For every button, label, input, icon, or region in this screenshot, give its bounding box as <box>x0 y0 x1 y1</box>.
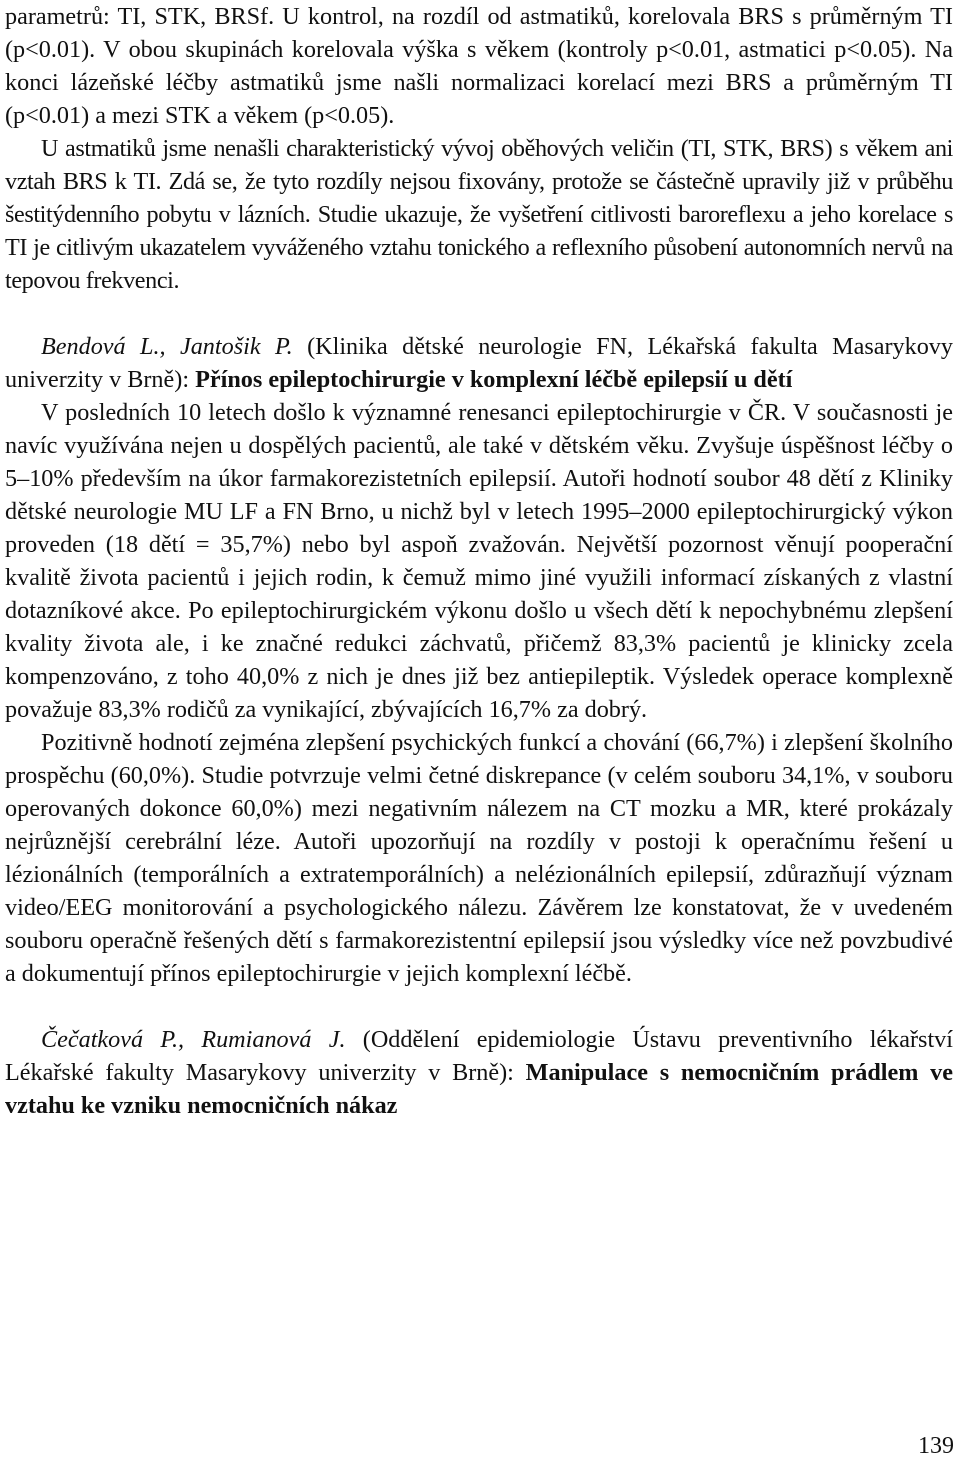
abstract-2-title: Manipulace s nemocničním prádlem ve vztahu ke vzniku nemocničních nákaz <box>5 1059 954 1119</box>
abstract-1-paragraph-1: V posledních 10 letech došlo k významné renesanci epileptochirurgie v ČR. V současnosti je navíc využívána nejen u dospělých pacientů, ale také v dětském věku. Zvyšuje úspěšnost léčby o 5–10% především na úkor farmakorezistetních epilepsií. Autoři hodnotí soubor 48 dětí z Kliniky dětské neurologie MU LF a FN Brno, u nichž byl v letech 1995–2000 epileptochirurgický výkon proveden (18 dětí = 35,7%) nebo byl aspoň zvažován. Největší pozornost věnují pooperační kvalitě života pacientů i jejich rodin, k čemuž mimo jiné využili informací získaných z vlastní dotazníkové akce. Po epileptochirurgickém výkonu došlo u všech dětí k nepochybnému zlepšení kvality života ale, i ke značné redukci záchvatů, přičemž 83,3% pacientů je klinicky zcela kompenzováno, z toho 40,0% z nich je dnes již bez antiepileptik. Výsledek operace komplexně považuje 83,3% rodičů za vynikající, zbývajících 16,7% za dobrý. <box>5 399 953 723</box>
intro-paragraph-1: parametrů: TI, STK, BRSf. U kontrol, na rozdíl od astmatiků, korelovala BRS s průměrným TI (p<0.01). V obou skupinách korelovala výška s věkem (kontroly p<0.01, astmatici p<0.05). Na konci lázeňské léčby astmatiků jsme našli normalizaci korelací mezi BRS a průměrným TI (p<0.01) a mezi STK a věkem (p<0.05). <box>5 3 953 129</box>
abstract-1-paragraph-2: Pozitivně hodnotí zejména zlepšení psychických funkcí a chování (66,7%) i zlepšení školního prospěchu (60,0%). Studie potvrzuje velmi četné diskrepance (v celém souboru 34,1%, v souboru operovaných dokonce 60,0%) mezi negativním nálezem na CT mozku a MR, které prokázaly nejrůznější cerebrální léze. Autoři upozorňují na rozdíly v postoji k operačnímu řešení u lézionálních (temporálních a extratemporálních) a nelézionálních epilepsií, zdůrazňují význam video/EEG monitorování a psychologického nálezu. Závěrem lze konstatovat, že v uvedeném souboru operačně řešených dětí s farmakorezistentní epilepsií jsou výsledky více než povzbudivé a dokumentují přínos epileptochirurgie v jejich komplexní léčbě. <box>5 729 953 987</box>
abstract-1-title: Přínos epileptochirurgie v komplexní léčbě epilepsií u dětí <box>195 366 793 393</box>
abstract-2-header <box>5 1023 953 1122</box>
abstract-1-authors: Bendová L., Jantošik P. <box>41 333 293 360</box>
document-page <box>5 0 953 1122</box>
abstract-1-affiliation: (Klinika dětské neurologie FN, Lékařská fakulta Masarykovy univerzity v Brně): <box>5 333 953 393</box>
section-gap <box>5 990 953 1023</box>
intro-paragraph-2: U astmatiků jsme nenašli charakteristický vývoj oběhových veličin (TI, STK, BRS) s věkem ani vztah BRS k TI. Zdá se, že tyto rozdíly nejsou fixovány, protože se částečně upravily již v průběhu šestitýdenního pobytu v lázních. Studie ukazuje, že vyšetření citlivosti baroreflexu a jeho korelace s TI je citlivým ukazatelem vyváženého vztahu tonického a reflexního působení autonomních nervů na tepovou frekvenci. <box>5 135 953 294</box>
abstract-1-header <box>5 330 953 396</box>
section-gap <box>5 297 953 330</box>
page-number: 139 <box>918 1433 954 1459</box>
abstract-2-affiliation: (Oddělení epidemiologie Ústavu preventivního lékařství Lékařské fakulty Masarykovy univerzity v Brně): <box>5 1026 953 1086</box>
abstract-2-authors: Čečatková P., Rumianová J. <box>41 1026 346 1053</box>
